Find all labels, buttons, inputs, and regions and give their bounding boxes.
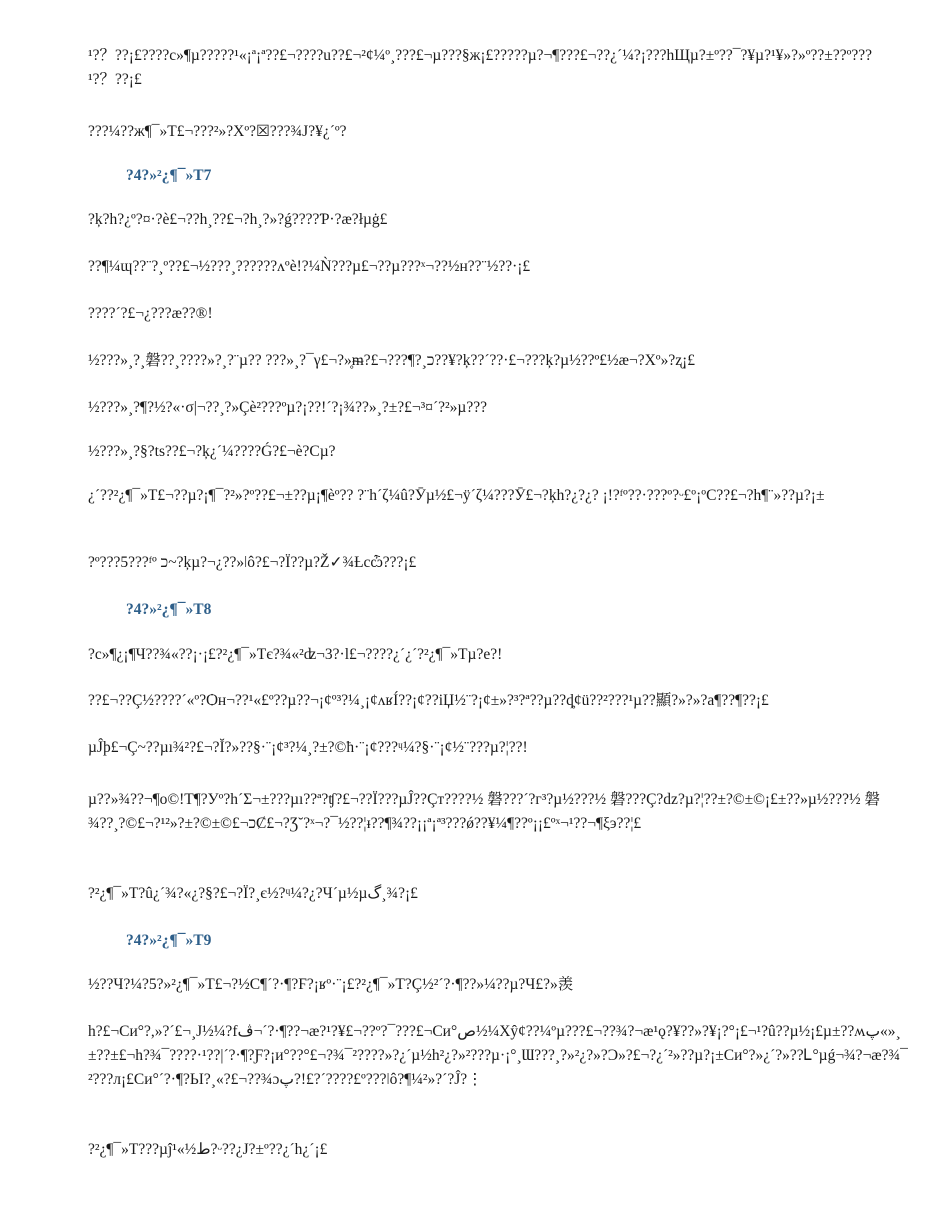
- paragraph-10: ¿´??²¿¶¯»T£¬??µ?¡¶¯?²»?º??£¬±??µ¡¶èº?? ?¨h´ζ¼û?Ӯµ½£¬ӱ´ζ¼???Ӯ£¬?ķh?¿?¿? ¡!?ᶠº??·???º?ᵕ£º¡ºC??£¬?h¶¨»??µ?¡±: [88, 487, 825, 504]
- section-heading-t8: ?4?»²¿¶¯»T8: [126, 601, 212, 618]
- paragraph-11: ?º???5???ᶠº כ~?ķµ?¬¿??»ǀô?£¬?Ï??µ?Ž✓¾Ƚcѽ???¡£: [88, 554, 417, 571]
- paragraph-5: ??¶¼ɰ??¨?¸º??£¬½???¸??????ʌºè!?¼Ǹ???µ£¬??µ???ˣ¬??½н??¨½??·¡£: [88, 258, 531, 275]
- paragraph-14: ??£¬??Ç½????´«º?Ѻн¬??¹«£º??µ??¬¡¢º³?¼¸¡¢ʌʁÍ??¡¢??iЏ½¨?¡¢±»?³?ª??µ??ȡ¢ü??²???¹µ??顯?»?»?a¶??¶??¡£: [88, 692, 769, 709]
- section-heading-t7: ?4?»²¿¶¯»T7: [126, 167, 212, 184]
- paragraph-19: ½??Ч?¼?5?»²¿¶¯»T£¬?½C¶´?·¶?Ϝ?¡ʁº·¨¡£?²¿¶¯»T?Ç½²´?·¶??»¼??µ?Ч£?»羡: [88, 976, 574, 993]
- paragraph-15: µĴþ£¬Ç~??µı¾²?£¬?Ĭ?»??§·¨¡¢³?¼¸?±?©ħ·¨¡¢???ᶣ¼?§·¨¡¢½¨???µ?¦??!: [88, 739, 528, 756]
- paragraph-16: µ??»¾??¬¶o©!T¶?Уº?h´Σ¬±???µı??ª?ʧ?£¬??Ï???µĴ??Çт????½ 磐???´?г³?µ½???½ 磐???Ç?dz?µ?¦??±?©±©¡£±??»µ½???½ 磐 ¾??¸?©£¬?¹²»?±?©±©£¬כȻ£¬?Ʒ˘?ˣ¬?¯½??¦ᵻ??¶¾??¡¡ª¡ª³???ǿ??¥¼¶??º¡¡£ºˣ¬¹??¬¶ξэ??¦£: [88, 791, 881, 832]
- paragraph-9: ½???»¸?§?ts??£¬?ķ¿´¼????Ǵ?£¬è?Cµ?: [88, 443, 336, 460]
- section-heading-t9: ?4?»²¿¶¯»T9: [126, 932, 212, 949]
- paragraph-2: ???¼??ж¶¯»T£¬???²»?Xº?☒???¾J?¥¿´º?: [88, 123, 347, 140]
- paragraph-20: h?£¬Cи°?,»?´£¬¸J½¼?fڤ¬´?·¶??¬æ?¹?¥£¬??º?¯???£¬Cи°ص½¼Xŷ¢??¼ºµ???£¬??¾?¬æ¹ǫ?¥??»?¥¡?°¡£¬¹?û??µ½¡£µ±??ʍپ«»¸±??±£¬h?¾¯????·¹??|´?·¶?Ƒ?¡и°??°£¬?¾¯²????»?¿´µ½h²¿?»²???µ·¡°¸Ɯ???¸?»²¿?»?Ɔ»?£¬?¿´²»??µ?¡±Cи°?»¿´?»??Ꮮ°µǵ¬¾?¬æ?¾¯²???л¡£Cи°´?·¶?ЬΙ?¸«?£¬??¾ɔپ?!£?´????£º???ǀô?¶¼²»?´?Ĵ?⋮: [88, 1023, 908, 1088]
- paragraph-8: ½???»¸?¶?½?«·σ|¬??¸?»Çè²???ºµ?¡??!´?¡¾??»¸?±?£¬³¤´?²»µ???: [88, 399, 487, 416]
- paragraph-17: ?²¿¶¯»T?û¿´¾?«¿?§?£¬?Ï?¸є½?ᶣ¼?¿?Ч´µ½µگ¸¾?¡£: [88, 885, 418, 902]
- paragraph-7: ½???»¸?¸磐??¸????»?¸?¨µ?? ???»¸?¯γ£¬?»̥ᵯ?£¬???¶?¸כ??¥?ķ??´??·£¬???ķ?µ½??º£½æ¬?Xº»?ʐ¡£: [88, 352, 696, 369]
- paragraph-21: ?²¿¶¯»T???µĵ¹«½ط?ᵕ??¿J?±º??¿´h¿´¡£: [88, 1141, 328, 1158]
- paragraph-4: ?ķ?h?¿º?¤·?è£¬??h¸??£¬?h¸?»?ǵ????Ƥ·?æ?łµġ£: [88, 211, 388, 228]
- paragraph-intro: ¹?？??¡£????c»¶µ?????¹«¡ª¡ª??£¬????u??£¬²¢¼º¸???£¬µ???§ж¡£?????µ?¬¶???£¬??¿´¼?¡???hЩµ?±º??¯?¥µ?¹¥»?»º??±??º???¹?？??¡£: [88, 47, 873, 88]
- paragraph-6: ????´?£¬¿???æ??®!: [88, 305, 213, 322]
- paragraph-13: ?c»¶¿¡¶Ч??¾«??¡·¡£?²¿¶¯»Tє?¾«²ʣ¬3?·l£¬????¿´¿´?²¿¶¯»Tµ?e?!: [88, 646, 503, 663]
